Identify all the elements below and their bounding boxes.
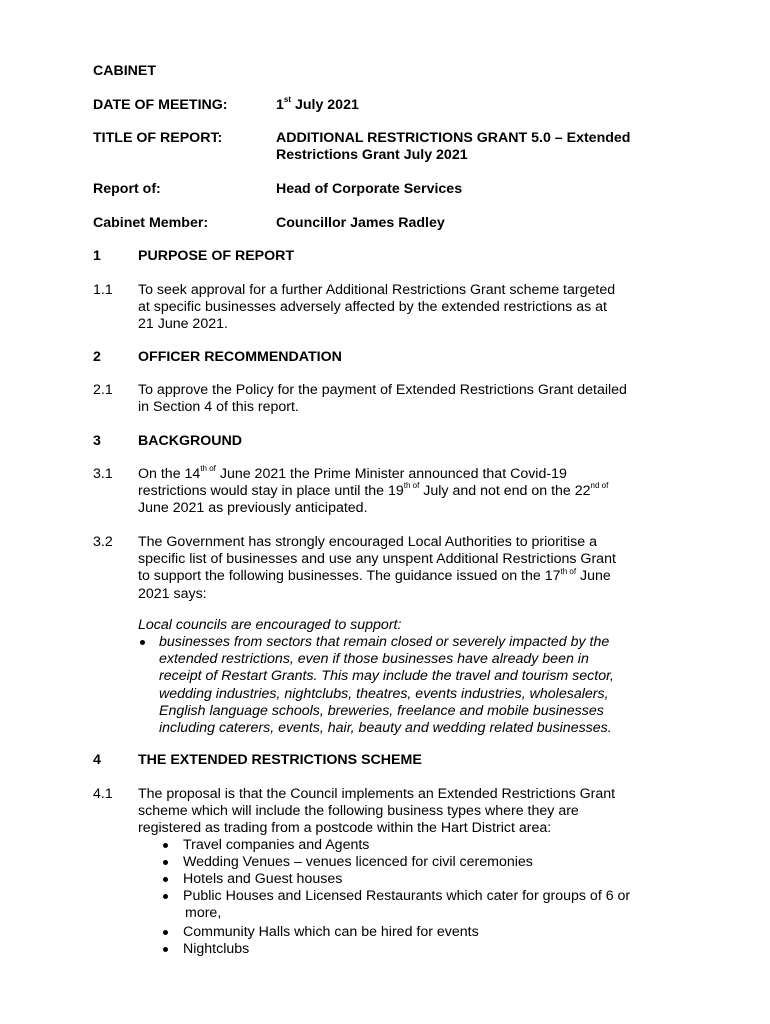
para-2-1-number: 2.1 bbox=[93, 382, 113, 398]
title-value: ADDITIONAL RESTRICTIONS GRANT 5.0 – Extended Restrictions Grant July 2021 bbox=[276, 130, 631, 164]
para-2-1: To approve the Policy for the payment of Extended Restrictions Grant detailed in Section 4 of this report. bbox=[138, 382, 627, 416]
bullet-icon bbox=[163, 947, 168, 952]
section-3-number: 3 bbox=[93, 433, 101, 449]
bullet-icon bbox=[163, 930, 168, 935]
quote-intro: Local councils are encouraged to support: bbox=[138, 617, 402, 633]
section-4-title: THE EXTENDED RESTRICTIONS SCHEME bbox=[138, 752, 422, 768]
title-label: TITLE OF REPORT: bbox=[93, 130, 223, 146]
report-of-label: Report of: bbox=[93, 181, 161, 197]
section-3-title: BACKGROUND bbox=[138, 433, 243, 449]
quote-bullet-text: businesses from sectors that remain closed or severely impacted by the extended restrictions, even if those businesses have already been in receipt of Restart Grants. This may include the travel and tourism sector, wedding industries, nightclubs, theatres, events industries, wholesalers, English language schools, breweries, freelance and mobile businesses including caterers, events, hair, beauty and wedding related businesses. bbox=[159, 634, 614, 737]
bullet-icon bbox=[163, 877, 168, 882]
report-of-value: Head of Corporate Services bbox=[276, 181, 463, 197]
list-item: Public Houses and Licensed Restaurants which cater for groups of 6 or more, bbox=[183, 888, 631, 922]
para-3-1: On the $14^{th of}$ June 2021 the Prime Minister announced that Covid-19 restrictions would stay in place until the $19^{th of}$ July and not end on the $22^{nd of}$ June 2021 as previously anticipated. bbox=[138, 464, 609, 517]
para-1-1-number: 1.1 bbox=[93, 282, 113, 298]
list-item: Hotels and Guest houses bbox=[183, 871, 343, 887]
cabinet-heading: CABINET bbox=[93, 63, 157, 79]
para-4-1-number: 4.1 bbox=[93, 786, 113, 802]
date-label: DATE OF MEETING: bbox=[93, 97, 228, 113]
section-4-number: 4 bbox=[93, 752, 101, 768]
section-2-number: 2 bbox=[93, 349, 101, 365]
para-1-1: To seek approval for a further Additional Restrictions Grant scheme targeted at specific businesses adversely affected by the extended restrictions as at 21 June 2021. bbox=[138, 282, 616, 333]
section-2-title: OFFICER RECOMMENDATION bbox=[138, 349, 342, 365]
para-4-1: The proposal is that the Council implements an Extended Restrictions Grant scheme which will include the following business types where they are registered as trading from a postcode within the Hart District area: bbox=[138, 786, 616, 837]
bullet-icon bbox=[163, 860, 168, 865]
cabinet-member-value: Councillor James Radley bbox=[276, 215, 445, 231]
bullet-icon bbox=[163, 894, 168, 899]
cabinet-member-label: Cabinet Member: bbox=[93, 215, 209, 231]
para-3-2-number: 3.2 bbox=[93, 534, 113, 550]
bullet-icon bbox=[163, 843, 168, 848]
list-item: Travel companies and Agents bbox=[183, 837, 370, 853]
bullet-icon bbox=[140, 640, 145, 645]
date-value: 1st July 2021 bbox=[276, 95, 359, 113]
list-item: Wedding Venues – venues licenced for civil ceremonies bbox=[183, 854, 533, 870]
para-3-1-number: 3.1 bbox=[93, 466, 113, 482]
list-item: Community Halls which can be hired for events bbox=[183, 924, 479, 940]
section-1-title: PURPOSE OF REPORT bbox=[138, 248, 295, 264]
para-3-2: The Government has strongly encouraged Local Authorities to prioritise a specific list of businesses and use any unspent Additional Restrictions Grant to support the following businesses. The guidance issued on the $17^{th of}$ June 2021 says: bbox=[138, 534, 616, 602]
section-1-number: 1 bbox=[93, 248, 101, 264]
list-item: Nightclubs bbox=[183, 941, 250, 957]
